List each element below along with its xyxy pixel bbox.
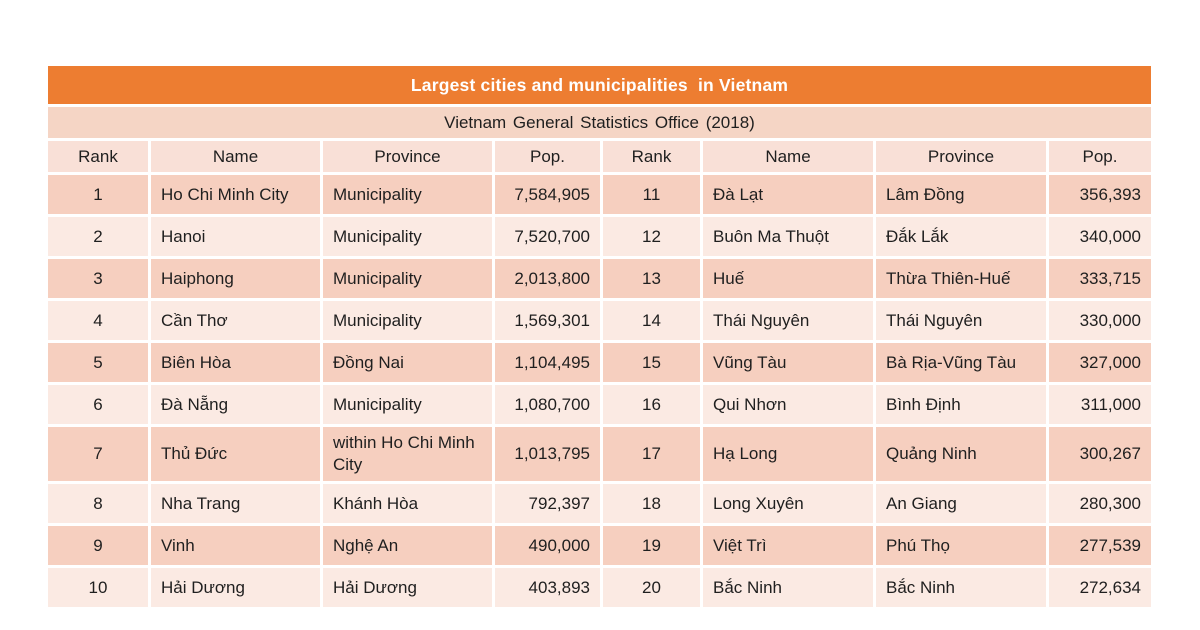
name-cell: Đà Lạt xyxy=(703,175,873,214)
rank-cell: 10 xyxy=(48,568,148,607)
pop-cell: 403,893 xyxy=(495,568,600,607)
name-cell: Biên Hòa xyxy=(151,343,320,382)
pop-cell: 7,584,905 xyxy=(495,175,600,214)
province-cell: Phú Thọ xyxy=(876,526,1046,565)
column-header-name-left: Name xyxy=(151,141,320,172)
pop-cell: 2,013,800 xyxy=(495,259,600,298)
rank-cell: 20 xyxy=(603,568,700,607)
province-cell: Bình Định xyxy=(876,385,1046,424)
province-cell: Bắc Ninh xyxy=(876,568,1046,607)
name-cell: Nha Trang xyxy=(151,484,320,523)
name-cell: Ho Chi Minh City xyxy=(151,175,320,214)
table-row xyxy=(48,526,1151,565)
table-container xyxy=(45,63,1153,610)
province-cell: Đắk Lắk xyxy=(876,217,1046,256)
pop-cell: 272,634 xyxy=(1049,568,1151,607)
pop-cell: 311,000 xyxy=(1049,385,1151,424)
table-subtitle: Vietnam General Statistics Office (2018) xyxy=(48,107,1151,138)
name-cell: Buôn Ma Thuột xyxy=(703,217,873,256)
province-cell: Nghệ An xyxy=(323,526,492,565)
province-cell: Khánh Hòa xyxy=(323,484,492,523)
pop-cell: 327,000 xyxy=(1049,343,1151,382)
name-cell: Long Xuyên xyxy=(703,484,873,523)
rank-cell: 1 xyxy=(48,175,148,214)
rank-cell: 9 xyxy=(48,526,148,565)
column-header-province-left: Province xyxy=(323,141,492,172)
rank-cell: 14 xyxy=(603,301,700,340)
rank-cell: 2 xyxy=(48,217,148,256)
pop-cell: 356,393 xyxy=(1049,175,1151,214)
name-cell: Đà Nẵng xyxy=(151,385,320,424)
rank-cell: 19 xyxy=(603,526,700,565)
province-cell: Municipality xyxy=(323,175,492,214)
name-cell: Huế xyxy=(703,259,873,298)
province-cell: An Giang xyxy=(876,484,1046,523)
column-header-rank-left: Rank xyxy=(48,141,148,172)
name-cell: Thái Nguyên xyxy=(703,301,873,340)
vietnam-cities-table xyxy=(45,63,1154,610)
province-cell: Lâm Đồng xyxy=(876,175,1046,214)
rank-cell: 7 xyxy=(48,427,148,481)
province-cell: Thái Nguyên xyxy=(876,301,1046,340)
rank-cell: 11 xyxy=(603,175,700,214)
name-cell: Hải Dương xyxy=(151,568,320,607)
rank-cell: 12 xyxy=(603,217,700,256)
province-cell: Đồng Nai xyxy=(323,343,492,382)
table-row xyxy=(48,568,1151,607)
table-row xyxy=(48,343,1151,382)
name-cell: Qui Nhơn xyxy=(703,385,873,424)
name-cell: Haiphong xyxy=(151,259,320,298)
pop-cell: 333,715 xyxy=(1049,259,1151,298)
name-cell: Vũng Tàu xyxy=(703,343,873,382)
rank-cell: 4 xyxy=(48,301,148,340)
column-header-rank-right: Rank xyxy=(603,141,700,172)
province-cell: Municipality xyxy=(323,217,492,256)
province-cell: Municipality xyxy=(323,259,492,298)
rank-cell: 16 xyxy=(603,385,700,424)
table-row xyxy=(48,484,1151,523)
pop-cell: 330,000 xyxy=(1049,301,1151,340)
rank-cell: 13 xyxy=(603,259,700,298)
rank-cell: 15 xyxy=(603,343,700,382)
table-row xyxy=(48,217,1151,256)
province-cell: Bà Rịa-Vũng Tàu xyxy=(876,343,1046,382)
column-header-name-right: Name xyxy=(703,141,873,172)
table-row xyxy=(48,259,1151,298)
name-cell: Hạ Long xyxy=(703,427,873,481)
pop-cell: 340,000 xyxy=(1049,217,1151,256)
rank-cell: 6 xyxy=(48,385,148,424)
province-cell: within Ho Chi Minh City xyxy=(323,427,492,481)
name-cell: Vinh xyxy=(151,526,320,565)
rank-cell: 3 xyxy=(48,259,148,298)
rank-cell: 18 xyxy=(603,484,700,523)
table-row xyxy=(48,385,1151,424)
province-cell: Thừa Thiên-Huế xyxy=(876,259,1046,298)
pop-cell: 1,080,700 xyxy=(495,385,600,424)
pop-cell: 280,300 xyxy=(1049,484,1151,523)
pop-cell: 792,397 xyxy=(495,484,600,523)
name-cell: Thủ Đức xyxy=(151,427,320,481)
rank-cell: 17 xyxy=(603,427,700,481)
name-cell: Bắc Ninh xyxy=(703,568,873,607)
column-header-province-right: Province xyxy=(876,141,1046,172)
pop-cell: 1,013,795 xyxy=(495,427,600,481)
province-cell: Municipality xyxy=(323,301,492,340)
pop-cell: 300,267 xyxy=(1049,427,1151,481)
rank-cell: 8 xyxy=(48,484,148,523)
province-cell: Quảng Ninh xyxy=(876,427,1046,481)
name-cell: Hanoi xyxy=(151,217,320,256)
name-cell: Cần Thơ xyxy=(151,301,320,340)
subtitle-row xyxy=(48,107,1151,138)
table-row xyxy=(48,427,1151,481)
pop-cell: 490,000 xyxy=(495,526,600,565)
column-header-row xyxy=(48,141,1151,172)
pop-cell: 7,520,700 xyxy=(495,217,600,256)
province-cell: Hải Dương xyxy=(323,568,492,607)
column-header-pop-left: Pop. xyxy=(495,141,600,172)
pop-cell: 277,539 xyxy=(1049,526,1151,565)
pop-cell: 1,569,301 xyxy=(495,301,600,340)
table-title: Largest cities and municipalities in Vietnam xyxy=(48,66,1151,104)
table-row xyxy=(48,175,1151,214)
title-row xyxy=(48,66,1151,104)
table-row xyxy=(48,301,1151,340)
province-cell: Municipality xyxy=(323,385,492,424)
pop-cell: 1,104,495 xyxy=(495,343,600,382)
rank-cell: 5 xyxy=(48,343,148,382)
name-cell: Việt Trì xyxy=(703,526,873,565)
column-header-pop-right: Pop. xyxy=(1049,141,1151,172)
